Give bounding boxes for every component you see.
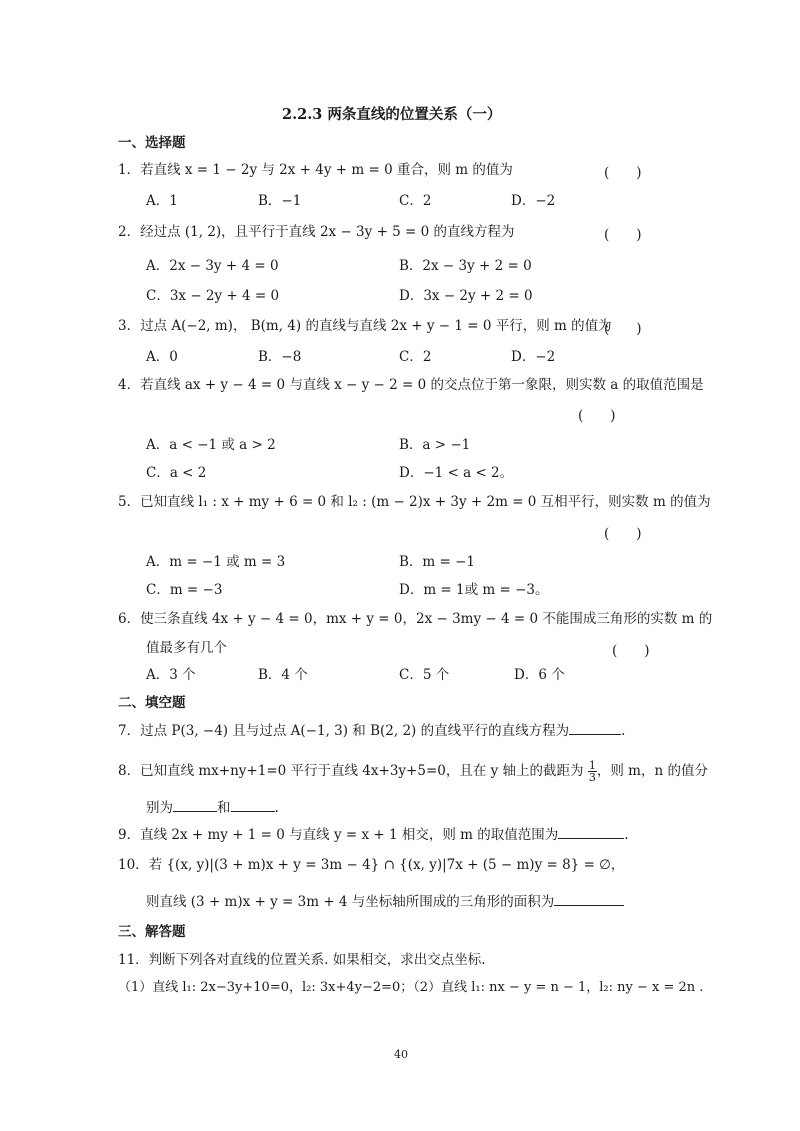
question-3-option-d: D．−2: [511, 349, 556, 365]
fraction-numerator: 1: [588, 759, 596, 772]
question-10-line-1: 10．若 {(x, y)|(3 + m)x + y = 3m − 4} ∩ {(x, y)|7x + (5 − m)y = 8} = ∅，: [118, 857, 625, 873]
question-1-option-d: D．−2: [511, 193, 556, 209]
question-8-line-1: [118, 760, 708, 783]
question-4-stem: 4．若直线 ax + y − 4 = 0 与直线 x − y − 2 = 0 的交点位于第一象限，则实数 a 的取值范围是: [118, 377, 704, 393]
section-heading-fill-in: 二、填空题: [118, 695, 186, 711]
answer-paren: ( ): [612, 643, 650, 659]
answer-paren: ( ): [578, 408, 616, 424]
question-9-stem: 9．直线 2x + my + 1 = 0 与直线 y = x + 1 相交，则 m 的取值范围为: [118, 827, 559, 843]
answer-paren: ( ): [604, 321, 642, 337]
question-2-option-d: D．3x − 2y + 2 = 0: [399, 288, 533, 304]
answer-blank: [554, 893, 624, 906]
question-3-option-c: C．2: [399, 349, 432, 365]
answer-paren: ( ): [604, 165, 642, 181]
question-8-line2-a: 别为: [146, 800, 173, 816]
question-7-end: .: [621, 723, 626, 739]
question-6-option-a: A．3 个: [146, 667, 196, 683]
question-4-option-a: A．a < −1 或 a > 2: [146, 437, 276, 453]
question-1-option-c: C．2: [399, 193, 432, 209]
question-6-stem-line-2: 值最多有几个: [146, 640, 227, 656]
answer-paren: ( ): [604, 526, 642, 542]
question-5-option-a: A．m = −1 或 m = 3: [146, 554, 286, 570]
question-1-stem: 1．若直线 x = 1 − 2y 与 2x + 4y + m = 0 重合，则 m 的值为: [118, 162, 513, 178]
question-5-option-c: C．m = −3: [146, 582, 223, 598]
page-title: 2.2.3 两条直线的位置关系（一）: [282, 106, 502, 123]
question-10-line-2: [146, 893, 624, 911]
question-10-stem: 则直线 (3 + m)x + y = 3m + 4 与坐标轴所围成的三角形的面积为: [146, 894, 555, 910]
question-5-option-b: B．m = −1: [399, 554, 476, 570]
question-5-option-d: D．m = 1或 m = −3。: [399, 582, 549, 598]
question-7: [118, 722, 625, 740]
question-6-stem-line-1: 6．使三条直线 4x + y − 4 = 0，mx + y = 0，2x − 3my − 4 = 0 不能围成三角形的实数 m 的: [118, 611, 713, 627]
answer-blank: [231, 799, 275, 812]
question-4-option-c: C．a < 2: [146, 465, 207, 481]
question-7-stem: 7．过点 P(3, −4) 且与过点 A(−1, 3) 和 B(2, 2) 的直线平行的直线方程为: [118, 723, 570, 739]
answer-blank: [558, 826, 624, 839]
question-6-option-b: B．4 个: [258, 667, 308, 683]
answer-blank: [173, 799, 217, 812]
fraction: [588, 760, 597, 783]
question-8-line-2: [146, 799, 279, 817]
section-heading-multiple-choice: 一、选择题: [118, 135, 186, 151]
question-3-stem: 3．过点 A(−2, m)， B(m, 4) 的直线与直线 2x + y − 1 = 0 平行，则 m 的值为: [118, 318, 612, 334]
question-9-end: .: [624, 827, 629, 843]
question-4-option-b: B．a > −1: [399, 437, 471, 453]
question-9: [118, 826, 629, 844]
question-8-stem-a: 8．已知直线 mx+ny+1=0 平行于直线 4x+3y+5=0，且在 y 轴上的截距为: [118, 763, 584, 779]
question-1-option-a: A．1: [146, 193, 178, 209]
question-8-line2-b: 和: [217, 800, 231, 816]
question-1-option-b: B．−1: [258, 193, 302, 209]
fraction-denominator: 3: [588, 771, 596, 784]
answer-paren: ( ): [604, 227, 642, 243]
question-2-option-a: A．2x − 3y + 4 = 0: [146, 258, 279, 274]
question-6-option-d: D．6 个: [514, 667, 565, 683]
section-heading-solutions: 三、解答题: [118, 924, 186, 940]
question-2-stem: 2．经过点 (1, 2)，且平行于直线 2x − 3y + 5 = 0 的直线方程为: [118, 224, 515, 240]
question-11-parts: （1）直线 l₁: 2x−3y+10=0，l₂: 3x+4y−2=0；（2）直线 l₁: nx − y = n − 1，l₂: ny − x = 2n .: [118, 980, 704, 995]
question-8-stem-b: ，则 m，n 的值分: [596, 763, 708, 779]
question-3-option-a: A．0: [146, 349, 178, 365]
question-6-option-c: C．5 个: [399, 667, 450, 683]
question-8-end: .: [274, 800, 279, 816]
question-5-stem: 5．已知直线 l₁ : x + my + 6 = 0 和 l₂ : (m − 2)x + 3y + 2m = 0 互相平行，则实数 m 的值为: [118, 494, 711, 510]
page-number: 40: [394, 1048, 408, 1061]
question-3-option-b: B．−8: [258, 349, 302, 365]
question-4-option-d: D．−1 < a < 2。: [399, 465, 514, 481]
question-2-option-c: C．3x − 2y + 4 = 0: [146, 288, 280, 304]
question-2-option-b: B．2x − 3y + 2 = 0: [399, 258, 532, 274]
question-11-stem: 11．判断下列各对直线的位置关系. 如果相交，求出交点坐标.: [118, 952, 486, 968]
answer-blank: [569, 722, 621, 735]
